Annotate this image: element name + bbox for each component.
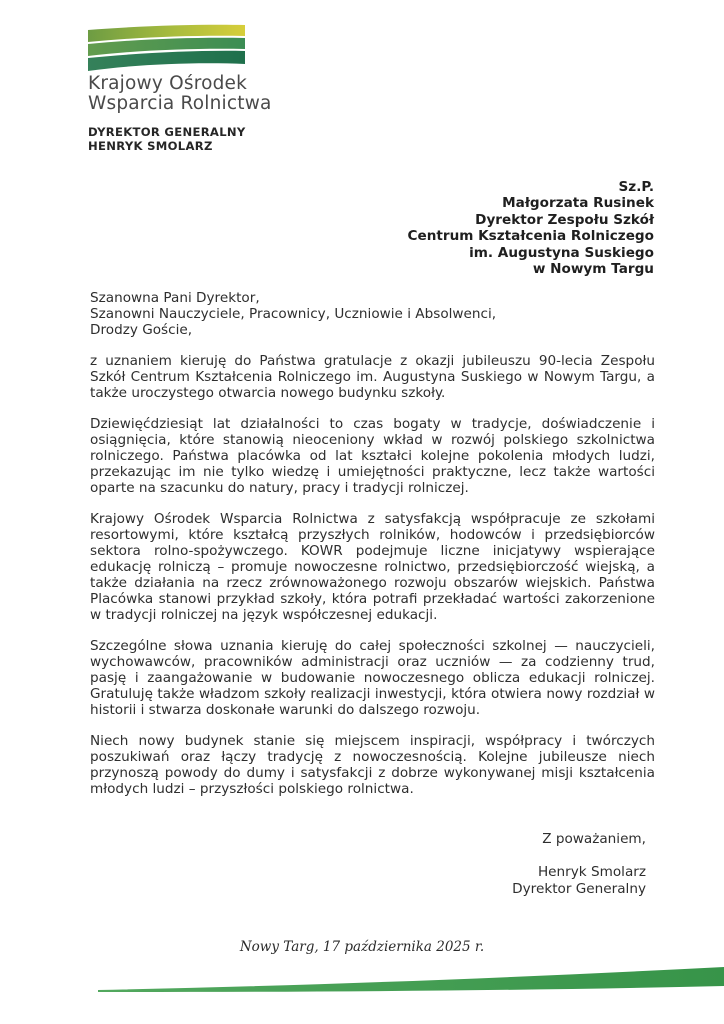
body-paragraph: Niech nowy budynek stanie się miejscem inspiracji, współpracy i twórczych poszukiwań oraz łączy tradycję z nowoczesnością. Kolejne jubileusze niech przynoszą powody do dumy i satysfakcji z dobrze wykonywanej misji kształcenia młodych ludzi – przyszłości polskiego rolnictwa. [90,733,655,797]
signer [512,864,646,899]
sender-title: DYREKTOR GENERALNY [88,125,246,139]
body-paragraph: Szczególne słowa uznania kieruję do całej społeczności szkolnej — nauczycieli, wychowawców, pracowników administracji oraz uczniów — za codzienny trud, pasję i zaangażowanie w budowanie nowoczesnego oblicza edukacji rolniczej. Gratuluję także władzom szkoły realizacji inwestycji, która otwiera nowy rozdział w historii i stwarza doskonałe warunki do dalszego rozwoju. [90,638,655,718]
signer-title: Dyrektor Generalny [512,881,646,897]
recipient-line: Dyrektor Zespołu Szkół [475,211,654,228]
body-paragraph: z uznaniem kieruję do Państwa gratulacje z okazji jubileuszu 90-lecia Zespołu Szkół Centrum Kształcenia Rolniczego im. Augustyna Suskiego w Nowym Targu, a także uroczystego otwarcia nowego budynku szkoły. [90,353,655,401]
recipient-line: Małgorzata Rusinek [502,195,654,212]
recipient-block [408,179,655,277]
recipient-line: w Nowym Targu [532,261,654,278]
salutation-line: Szanowna Pani Dyrektor, [90,290,260,306]
org-name [88,74,272,113]
body-paragraph: Dziewięćdziesiąt lat działalności to czas bogaty w tradycje, doświadczenie i osiągnięcia, które stanowią nieoceniony wkład w rozwój polskiego szkolnictwa rolniczego. Państwa placówka od lat kształci kolejne pokolenia młodych ludzi, przekazując im nie tylko wiedzę i umiejętności praktyczne, lecz także wartości oparte na szacunku do natury, pracy i tradycji rolniczej. [90,416,655,496]
salutation-line: Szanowni Nauczyciele, Pracownicy, Uczniowie i Absolwenci, [90,306,497,322]
valediction: Z poważaniem, [542,831,646,847]
sender-block [88,125,272,153]
body-paragraph: Krajowy Ośrodek Wsparcia Rolnictwa z satysfakcją współpracuje ze szkołami resortowymi, które kształcą przyszłych rolników, hodowców i przedsiębiorców sektora rolno-spożywczego. KOWR podejmuje liczne inicjatywy wspierające edukację rolniczą – promuje nowoczesne rolnictwo, przedsiębiorczość wiejską, a także działania na rzecz zrównoważonego rozwoju obszarów wiejskich. Państwa Placówka stanowi przykład szkoły, która potrafi przekładać wartości zakorzenione w tradycji rolniczej na język współczesnej edukacji. [90,511,655,623]
closing-block [512,831,646,899]
recipient-line: Centrum Kształcenia Rolniczego [407,228,654,245]
dateline: Nowy Targ, 17 października 2025 r. [239,939,485,955]
org-name-line2: Wsparcia Rolnictwa [88,92,272,114]
recipient-line: Sz.P. [618,179,654,195]
letterhead [88,24,272,153]
org-name-line1: Krajowy Ośrodek [88,73,248,94]
signer-name: Henryk Smolarz [537,863,646,880]
kowr-logo-waves-icon [88,24,245,72]
salutation-line: Drodzy Goście, [90,322,193,338]
salutation [90,290,655,338]
recipient-line: im. Augustyna Suskiego [469,244,654,261]
bottom-wave-graphic [0,963,724,997]
letter-body [90,290,655,797]
sender-name: HENRYK SMOLARZ [88,139,213,153]
